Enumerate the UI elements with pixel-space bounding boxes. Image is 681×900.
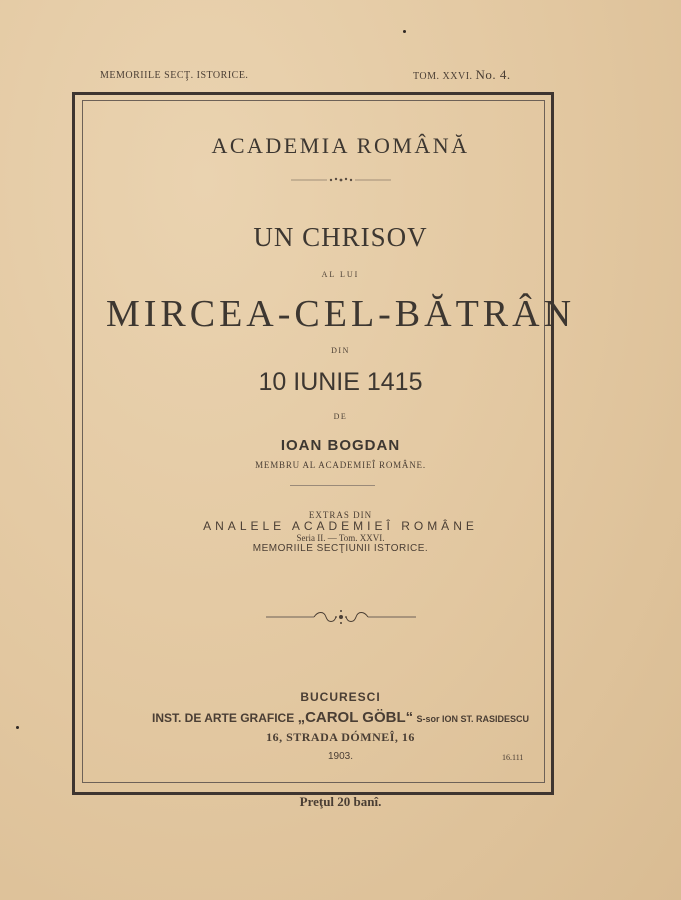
printer-suffix: S-sor ION ST. RASIDESCU (416, 714, 529, 724)
divider-rule (290, 485, 375, 486)
paper-speck (403, 30, 406, 33)
journal-name: ANALELE ACADEMIEÎ ROMÂNE (203, 519, 478, 533)
author-name: IOAN BOGDAN (280, 437, 401, 454)
connector-din: DIN (331, 346, 350, 355)
printer-line (0, 709, 681, 726)
price: Preţul 20 banî. (299, 794, 382, 809)
title-line-2: MIRCEA-CEL-BĂTRÂN (105, 293, 576, 335)
extract-label: EXTRAS DIN (308, 510, 373, 520)
printer-name: „CAROL GÖBL“ (297, 709, 414, 726)
large-scroll-ornament-icon (0, 608, 681, 631)
imprint-year: 1903. (327, 751, 354, 762)
imprint-city: BUCURESCI (300, 690, 381, 704)
institution-name: ACADEMIA ROMÂNĂ (211, 133, 470, 158)
issue-number: No. 4. (475, 67, 511, 82)
document-date: 10 IUNIE 1415 (258, 368, 423, 396)
connector-de: DE (333, 412, 348, 421)
print-code: 16.111 (502, 753, 524, 762)
tome-number (413, 67, 511, 83)
connector-al-lui: AL LUI (321, 270, 360, 279)
journal-series: Seria II. — Tom. XXVI. (296, 533, 385, 543)
journal-section: MEMORIILE SECŢIUNII ISTORICE. (252, 543, 429, 554)
series-title: MEMORIILE SECŢ. ISTORICE. (100, 70, 249, 81)
paper-speck (16, 726, 19, 729)
printer-prefix: INST. DE ARTE GRAFICE (151, 711, 295, 725)
tome-label: TOM. XXVI. (413, 71, 473, 82)
author-role: MEMBRU AL ACADEMIEÎ ROMÂNE. (255, 460, 426, 470)
printer-address: 16, STRADA DÓMNEÎ, 16 (266, 730, 415, 744)
small-vine-ornament-icon (0, 172, 681, 190)
title-line-1: UN CHRISOV (253, 222, 428, 252)
